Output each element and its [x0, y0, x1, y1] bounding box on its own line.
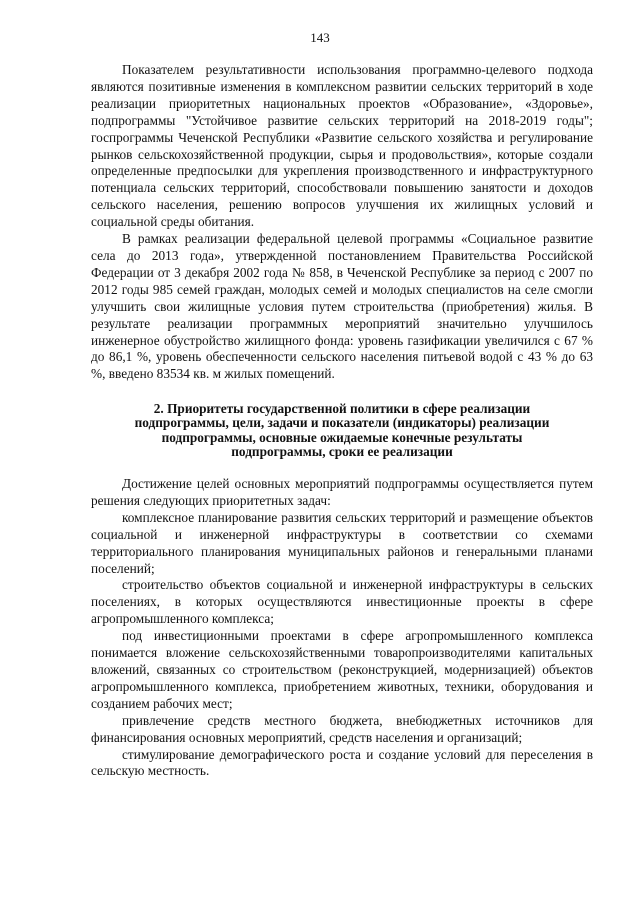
section-heading-line: 2. Приоритеты государственной политики в сфере реализации: [153, 401, 531, 417]
section-heading-line: подпрограммы, сроки ее реализации: [231, 443, 453, 459]
task-item: привлечение средств местного бюджета, внебюджетных источников для финансирования основных мероприятий, средств населения и организаций;: [91, 712, 593, 745]
page-number: 143: [310, 30, 330, 45]
section-heading-line: подпрограммы, основные ожидаемые конечные результаты: [161, 429, 523, 445]
paragraph-federal-program: В рамках реализации федеральной целевой программы «Социальное развитие села до 2013 года», утвержденной постановлением Правительства Российской Федерации от 3 декабря 2002 года № 858, в Чеченской Республике за период с 2007 по 2012 годы 985 семей граждан, молодых семей и молодых специалистов на селе смогли улучшить свои жилищные условия путем строительства (приобретения) жилья. В результате реализации программных мероприятий значительно улучшилось инженерное обустройство жилищного фонда: уровень газификации увеличился с 67 % до 86,1 %, уровень обеспеченности сельского населения питьевой водой с 43 % до 63 %, введено 83534 кв. м жилых помещений.: [91, 231, 593, 382]
task-item: строительство объектов социальной и инженерной инфраструктуры в сельских поселениях, в которых осуществляются инвестиционные проекты в сфере агропромышленного комплекса;: [91, 577, 593, 627]
paragraph-section-intro: Достижение целей основных мероприятий подпрограммы осуществляется путем решения следующих приоритетных задач:: [91, 476, 593, 508]
section-heading: [91, 402, 593, 459]
paragraph-results: Показателем результативности использования программно-целевого подхода являются позитивные изменения в комплексном развитии сельских территорий в ходе реализации приоритетных национальных проектов «Образование», «Здоровье», подпрограммы "Устойчивое развитие сельских территорий на 2018-2019 годы"; госпрограммы Чеченской Республики «Развитие сельского хозяйства и регулирование рынков сельскохозяйственной продукции, сырья и продовольствия», которые создали определенные предпосылки для укрепления производственного и инфраструктурного потенциала сельских территорий, способствовали повышению занятости и доходов сельского населения, решению вопросов улучшения их жилищных условий и социальной среды обитания.: [91, 62, 593, 230]
section-heading-line: подпрограммы, цели, задачи и показатели (индикаторы) реализации: [134, 415, 550, 431]
task-item: стимулирование демографического роста и создание условий для переселения в сельскую местность.: [91, 746, 593, 779]
task-item: под инвестиционными проектами в сфере агропромышленного комплекса понимается вложение сельскохозяйственными товаропроизводителями капитальных вложений, связанных со строительством (реконструкцией, модернизацией) объектов агропромышленного комплекса, приобретением животных, техники, оборудования и созданием рабочих мест;: [91, 628, 593, 711]
document-body: [91, 62, 593, 780]
task-item: комплексное планирование развития сельских территорий и размещение объектов социальной и инженерной инфраструктуры в соответствии со схемами территориального планирования муниципальных районов и генеральными планами поселений;: [91, 509, 593, 576]
